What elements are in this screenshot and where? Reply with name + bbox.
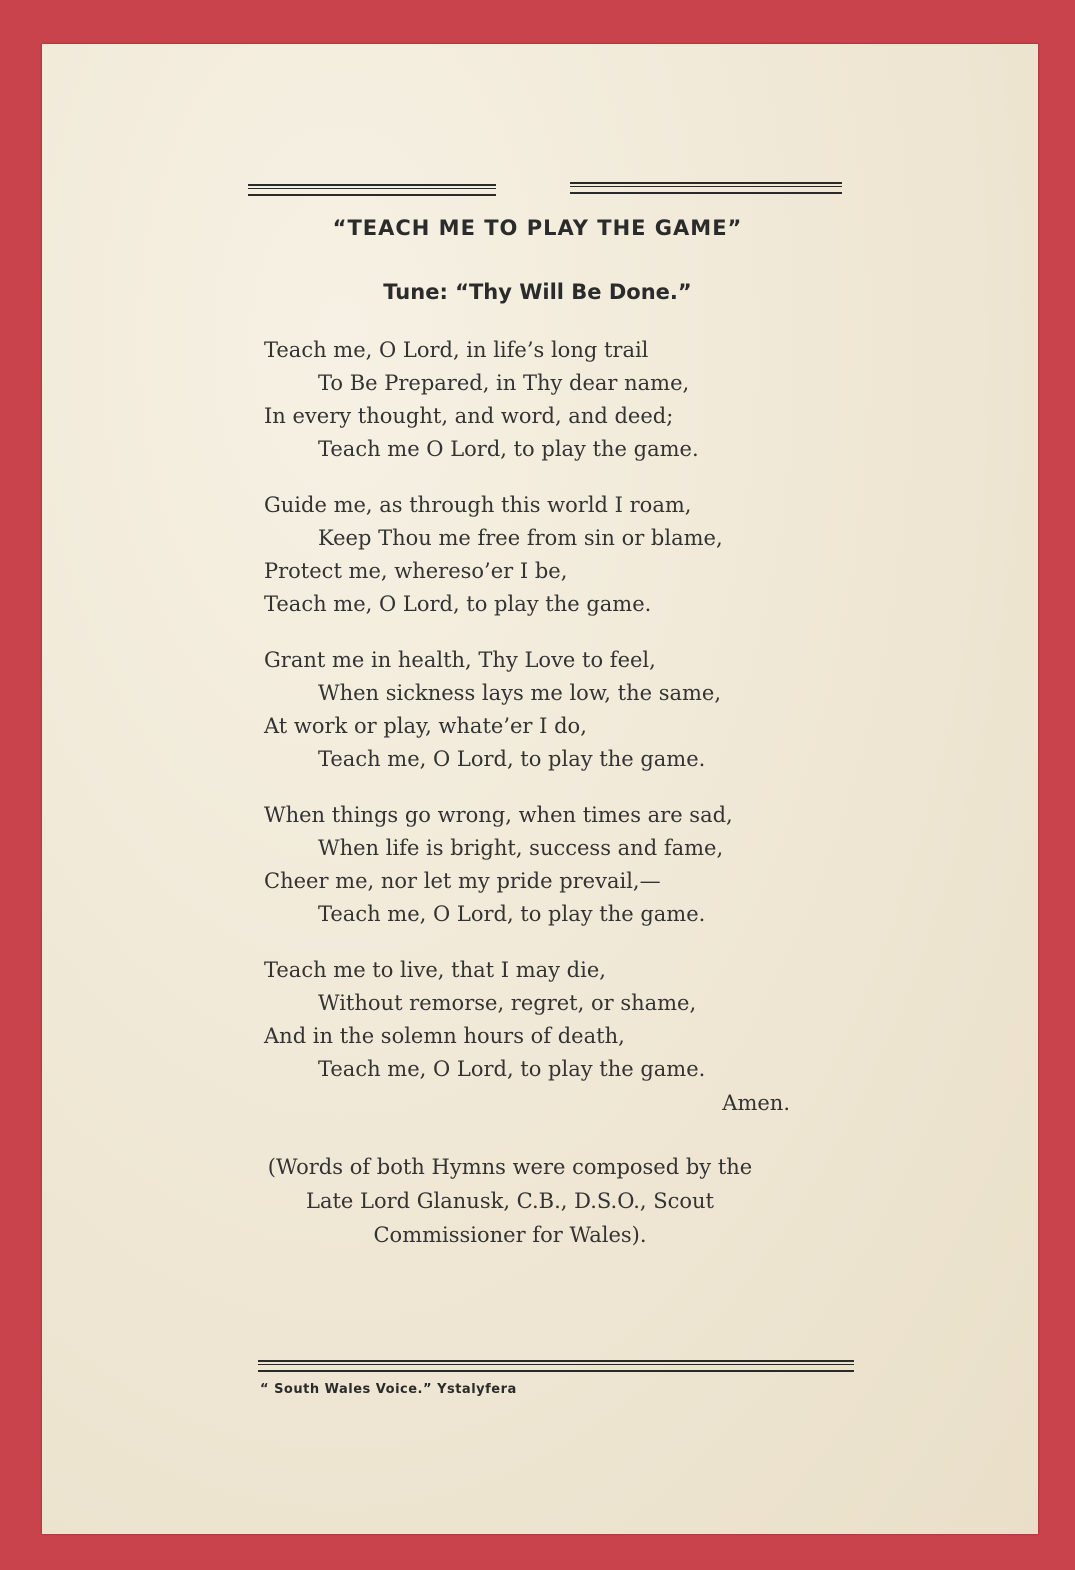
top-rule-left bbox=[248, 184, 496, 196]
verse-line: When things go wrong, when times are sad, bbox=[264, 803, 733, 827]
verse-3 bbox=[264, 644, 824, 776]
verse-line: Protect me, whereso’er I be, bbox=[264, 559, 568, 583]
verse-2 bbox=[264, 489, 824, 621]
bottom-rule bbox=[258, 1360, 854, 1372]
verse-line: Teach me O Lord, to play the game. bbox=[318, 437, 699, 461]
verse-5 bbox=[264, 954, 824, 1086]
verse-1 bbox=[264, 334, 824, 466]
verse-line: Teach me, O Lord, to play the game. bbox=[318, 1057, 706, 1081]
verse-line: Cheer me, nor let my pride prevail,— bbox=[264, 869, 661, 893]
verse-line: To Be Prepared, in Thy dear name, bbox=[318, 371, 690, 395]
authorship-note bbox=[210, 1150, 810, 1252]
verse-line: Without remorse, regret, or shame, bbox=[318, 991, 697, 1015]
hymn-tune: Tune: “Thy Will Be Done.” bbox=[383, 280, 692, 304]
note-line: Late Lord Glanusk, C.B., D.S.O., Scout bbox=[306, 1189, 714, 1213]
verse-line: Keep Thou me free from sin or blame, bbox=[318, 526, 723, 550]
verse-line: Teach me, O Lord, to play the game. bbox=[318, 902, 706, 926]
verse-4 bbox=[264, 799, 824, 931]
verse-line: In every thought, and word, and deed; bbox=[264, 404, 674, 428]
hymn-title: “TEACH ME TO PLAY THE GAME” bbox=[332, 216, 743, 240]
verse-line: Teach me to live, that I may die, bbox=[264, 958, 606, 982]
verse-line: Teach me, O Lord, to play the game. bbox=[318, 747, 706, 771]
verse-line: When life is bright, success and fame, bbox=[318, 836, 724, 860]
printer-imprint: “ South Wales Voice.” Ystalyfera bbox=[260, 1382, 517, 1397]
note-line: Commissioner for Wales). bbox=[373, 1223, 647, 1247]
verse-line: Grant me in health, Thy Love to feel, bbox=[264, 648, 656, 672]
note-line: (Words of both Hymns were composed by the bbox=[267, 1155, 753, 1179]
verse-line: At work or play, whate’er I do, bbox=[264, 714, 587, 738]
hymn-verses bbox=[264, 334, 824, 1119]
verse-line: Teach me, O Lord, in life’s long trail bbox=[264, 338, 649, 362]
top-rule-right bbox=[570, 182, 842, 194]
verse-line: When sickness lays me low, the same, bbox=[318, 681, 722, 705]
verse-line: And in the solemn hours of death, bbox=[264, 1024, 625, 1048]
amen: Amen. bbox=[722, 1091, 790, 1115]
verse-line: Guide me, as through this world I roam, bbox=[264, 493, 692, 517]
verse-line: Teach me, O Lord, to play the game. bbox=[264, 592, 652, 616]
